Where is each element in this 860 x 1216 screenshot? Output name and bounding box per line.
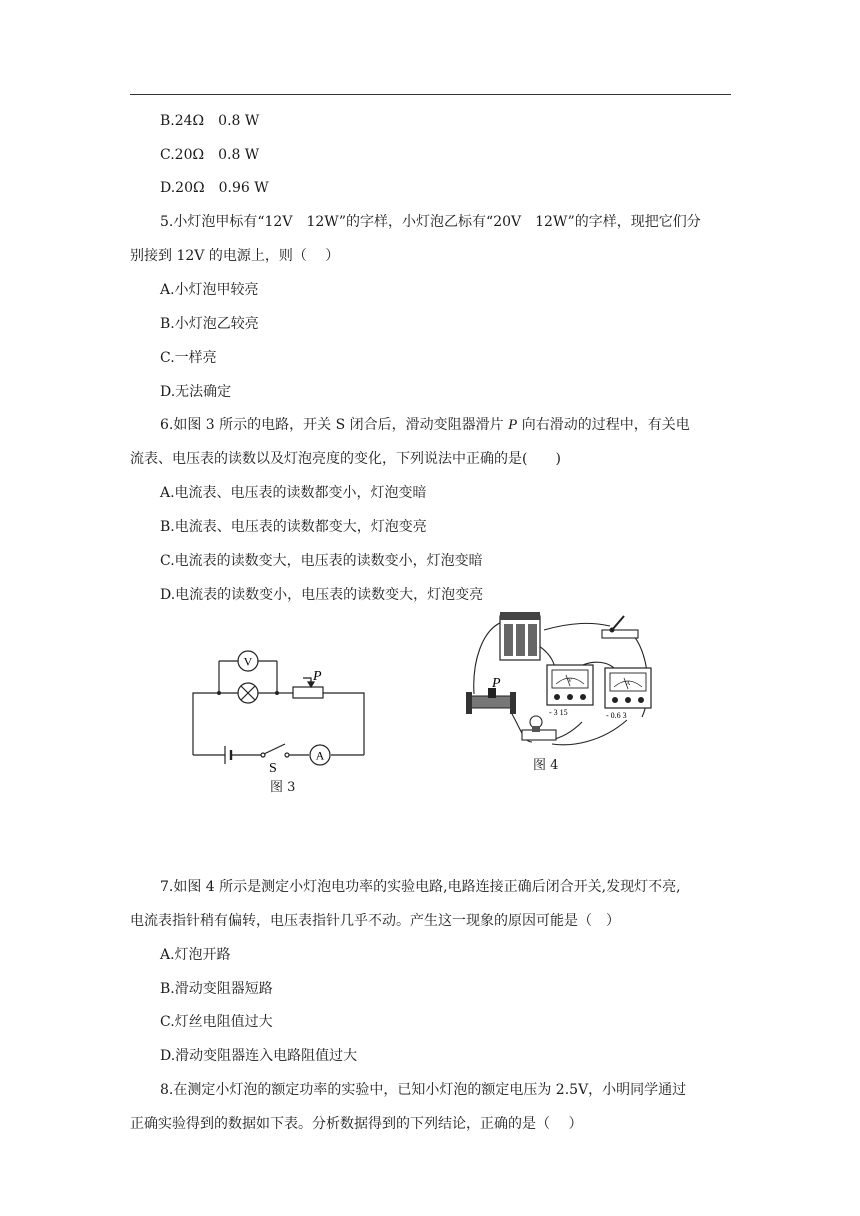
q7-option-a: A.灯泡开路 <box>160 947 231 963</box>
figure-4-caption: 图 4 <box>533 758 559 773</box>
fig3-voltmeter-label: V <box>243 654 253 669</box>
fig4-wire-2 <box>544 623 610 630</box>
fig3-ammeter-label: A <box>315 748 325 763</box>
fig4-ammeter-scale: - 0.6 3 <box>606 711 627 720</box>
figure-4-apparatus <box>462 602 662 762</box>
fig4-ammeter-face: A <box>625 681 631 687</box>
q6-stem-line-1 <box>160 415 690 435</box>
q6-stem-line-1-end: 向右滑动的过程中，有关电 <box>517 417 690 433</box>
fig3-switch-blade <box>264 744 285 754</box>
fig4-wire-6 <box>552 720 627 745</box>
q5-option-d: D.无法确定 <box>160 384 232 400</box>
fig3-rheostat <box>293 687 323 698</box>
q7-stem-line-1: 7.如图 4 所示是测定小灯泡电功率的实验电路,电路连接正确后闭合开关,发现灯不亮, <box>160 879 681 895</box>
q4-option-b: B.24Ω 0.8 W <box>160 113 260 129</box>
fig4-bulb-holder <box>522 716 556 740</box>
q5-option-b: B.小灯泡乙较亮 <box>160 316 259 332</box>
q5-option-a: A.小灯泡甲较亮 <box>160 282 259 298</box>
q7-option-b: B.滑动变阻器短路 <box>160 981 273 997</box>
q6-slider-symbol: P <box>508 417 518 433</box>
fig4-voltmeter-scale: - 3 15 <box>549 708 568 717</box>
q6-stem-line-2: 流表、电压表的读数以及灯泡亮度的变化，下列说法中正确的是( ) <box>130 451 561 467</box>
q6-option-c: C.电流表的读数变大，电压表的读数变小，灯泡变暗 <box>160 553 483 569</box>
header-rule <box>130 94 731 95</box>
fig3-slider-label: P <box>313 669 322 684</box>
q8-stem-line-2: 正确实验得到的数据如下表。分析数据得到的下列结论，正确的是（ ） <box>130 1116 583 1132</box>
figure-3-circuit <box>185 640 380 775</box>
q7-option-d: D.滑动变阻器连入电路阻值过大 <box>160 1048 358 1064</box>
q6-stem-line-1-start: 6.如图 3 所示的电路，开关 S 闭合后，滑动变阻器滑片 <box>160 417 509 433</box>
q8-stem-line-1: 8.在测定小灯泡的额定功率的实验中，已知小灯泡的额定电压为 2.5V，小明同学通过 <box>160 1082 687 1098</box>
q5-stem-line-2: 别接到 12V 的电源上，则（ ） <box>130 248 340 264</box>
q6-option-b: B.电流表、电压表的读数都变大，灯泡变亮 <box>160 519 427 535</box>
q4-option-d: D.20Ω 0.96 W <box>160 180 269 196</box>
q4-option-c: C.20Ω 0.8 W <box>160 147 260 163</box>
fig4-ammeter <box>605 668 651 708</box>
figure-3-caption: 图 3 <box>270 780 296 795</box>
q7-option-c: C.灯丝电阻值过大 <box>160 1014 273 1030</box>
fig4-switch <box>602 616 638 638</box>
q5-option-c: C.一样亮 <box>160 350 217 366</box>
fig4-voltmeter <box>547 665 593 705</box>
q6-option-a: A.电流表、电压表的读数都变小，灯泡变暗 <box>160 485 427 501</box>
fig4-slider-label: P <box>492 676 501 691</box>
fig4-voltmeter-face: V <box>567 678 573 684</box>
fig4-battery-box <box>500 612 540 660</box>
q6-option-d: D.电流表的读数变小，电压表的读数变大，灯泡变亮 <box>160 587 484 603</box>
q7-stem-line-2: 电流表指针稍有偏转，电压表指针几乎不动。产生这一现象的原因可能是（ ） <box>130 913 620 929</box>
q5-stem-line-1: 5.小灯泡甲标有“12V 12W”的字样，小灯泡乙标有“20V 12W”的字样，现把它们分 <box>160 214 701 230</box>
fig3-left-wire <box>193 693 219 755</box>
fig3-switch-label: S <box>269 761 277 775</box>
